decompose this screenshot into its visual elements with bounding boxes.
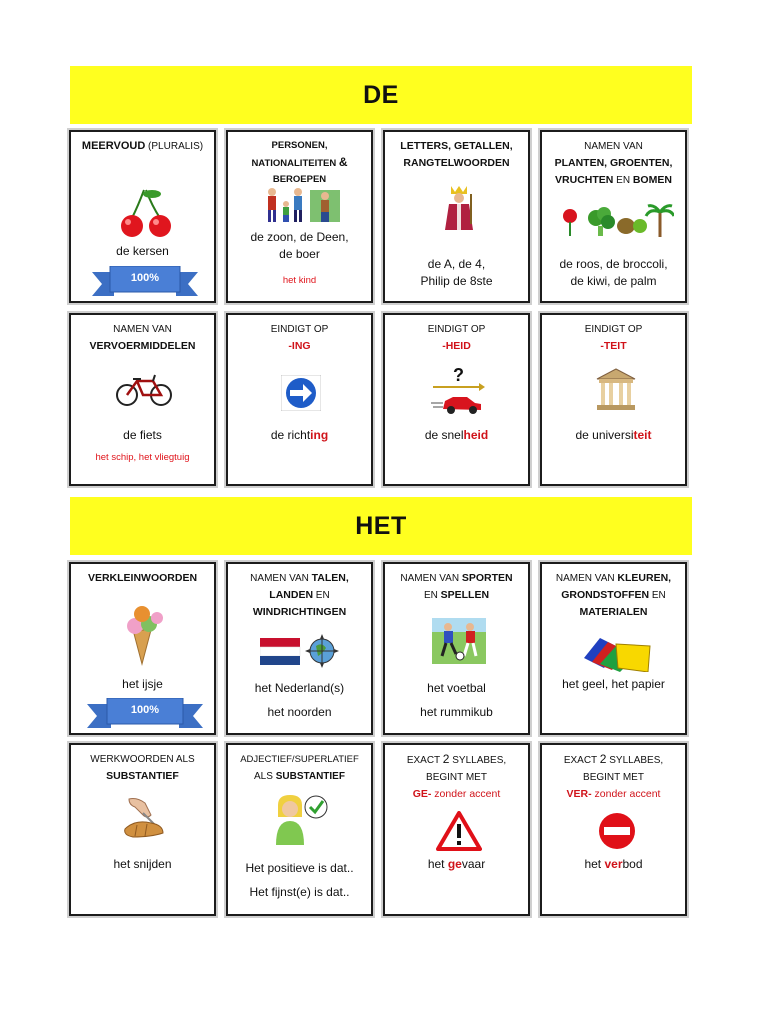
card-heading: BEROEPEN	[272, 174, 327, 185]
card-example: het Nederland(s)	[254, 681, 345, 695]
de-card-vervoer	[69, 313, 216, 486]
de-card-meervoud	[69, 130, 216, 303]
het-banner	[70, 497, 692, 555]
card-heading: TALEN,	[311, 572, 349, 584]
no-entry-sign-icon	[597, 811, 637, 851]
het-card-kleuren	[540, 562, 687, 735]
ice-cream-icon	[121, 602, 169, 666]
card-example: het	[427, 857, 448, 871]
card-heading: RANGTELWOORDEN	[403, 157, 510, 169]
card-heading: VRUCHTEN	[555, 174, 614, 186]
card-example: de snel	[424, 428, 464, 442]
card-example: de kiwi, de palm	[570, 274, 657, 288]
card-heading: EN	[649, 590, 666, 601]
card-heading: BEGINT MET	[426, 772, 487, 783]
card-example: het noorden	[267, 705, 332, 719]
card-heading-note: zonder accent	[431, 788, 501, 800]
card-example-highlight: teit	[633, 428, 652, 442]
card-example-highlight: ver	[604, 857, 623, 871]
direction-arrow-icon	[281, 375, 321, 411]
card-heading-prefix: VER-	[566, 788, 592, 800]
card-heading: PLANTEN, GROENTEN,	[554, 157, 673, 169]
card-heading: PERSONEN,	[271, 140, 328, 151]
card-heading: KLEUREN,	[617, 572, 672, 584]
card-example: het ijsje	[122, 677, 163, 691]
de-card-teit	[540, 313, 687, 486]
card-heading: 2	[442, 752, 450, 766]
card-heading-prefix: GE-	[412, 788, 432, 800]
card-heading: GRONDSTOFFEN	[561, 589, 650, 601]
het-title: HET	[355, 511, 407, 540]
card-heading: SPORTEN	[461, 572, 513, 584]
het-card-werkwoorden	[69, 743, 216, 916]
card-example: de kersen	[116, 244, 169, 258]
de-card-heid	[383, 313, 530, 486]
cutting-bread-icon	[121, 795, 167, 839]
people-icon	[264, 186, 344, 224]
card-example: het geel, het papier	[562, 677, 665, 691]
king-icon	[441, 184, 477, 232]
card-exception-note: het schip, het vliegtuig	[95, 452, 190, 463]
card-heading-suffix: -ING	[288, 340, 311, 352]
card-example: vaar	[461, 857, 486, 871]
card-heading: EINDIGT OP	[270, 324, 329, 335]
card-heading: SYLLABES,	[449, 755, 507, 766]
card-heading: ADJECTIEF/SUPERLATIEF	[240, 754, 359, 765]
card-example-highlight: heid	[463, 428, 489, 442]
university-icon	[595, 367, 637, 411]
person-checkmark-icon	[272, 795, 330, 845]
het-card-talen	[226, 562, 373, 735]
card-example: het voetbal	[427, 681, 486, 695]
percent-badge: 100%	[130, 272, 160, 284]
het-card-ver	[540, 743, 687, 916]
football-icon	[432, 618, 486, 664]
het-card-ge	[383, 743, 530, 916]
bicycle-icon	[115, 373, 173, 407]
card-heading: BOMEN	[632, 174, 672, 186]
card-example: Het fijnst(e) is dat..	[249, 885, 350, 899]
card-heading: MEERVOUD	[81, 140, 146, 152]
card-heading: BEGINT MET	[583, 772, 644, 783]
card-example: de fiets	[123, 428, 162, 442]
de-banner	[70, 66, 692, 124]
de-card-planten	[540, 130, 687, 303]
speed-car-icon	[431, 365, 487, 415]
het-card-verkleinwoorden	[69, 562, 216, 735]
card-example: het rummikub	[420, 705, 493, 719]
percent-badge: 100%	[130, 704, 160, 716]
card-heading: LETTERS, GETALLEN,	[400, 140, 513, 152]
card-heading: ALS	[254, 771, 276, 782]
card-example: de richt	[270, 428, 311, 442]
card-heading: WINDRICHTINGEN	[252, 606, 347, 618]
flag-compass-icon	[260, 634, 344, 668]
card-example: de roos, de broccoli,	[559, 257, 668, 271]
card-heading-note: zonder accent	[591, 788, 661, 800]
card-heading: EXACT	[406, 755, 443, 766]
card-heading: EINDIGT OP	[584, 324, 643, 335]
de-title: DE	[363, 80, 399, 109]
card-example: het snijden	[113, 857, 172, 871]
de-card-personen	[226, 130, 373, 303]
card-example: de A, de 4,	[427, 257, 486, 271]
card-heading: EN	[423, 590, 441, 601]
card-heading: NATIONALITEITEN	[251, 158, 337, 169]
card-heading: SPELLEN	[440, 589, 490, 601]
card-example: bod	[622, 857, 643, 871]
card-heading: WERKWOORDEN ALS	[90, 754, 195, 765]
plants-icon	[556, 204, 674, 238]
warning-sign-icon	[436, 811, 482, 851]
card-heading: LANDEN	[269, 589, 314, 601]
card-example: Het positieve is dat..	[245, 861, 354, 875]
card-heading: SUBSTANTIEF	[275, 771, 345, 782]
card-heading: MATERIALEN	[579, 606, 648, 618]
card-heading: EN	[313, 590, 330, 601]
het-card-sporten	[383, 562, 530, 735]
card-example: de boer	[279, 247, 320, 261]
card-example: Philip de 8ste	[420, 274, 493, 288]
card-heading: NAMEN VAN	[400, 573, 462, 584]
card-heading-sub: (PLURALIS)	[145, 141, 204, 152]
card-heading-suffix: -TEIT	[600, 340, 627, 352]
card-example: de zoon, de Deen,	[250, 230, 349, 244]
card-heading: EXACT	[563, 755, 600, 766]
card-heading: NAMEN VAN	[113, 324, 172, 335]
card-heading: NAMEN VAN	[584, 141, 643, 152]
card-heading: NAMEN VAN	[250, 573, 312, 584]
svg-text:?: ?	[453, 365, 464, 385]
card-heading: EN	[613, 175, 633, 186]
cherries-icon	[116, 184, 180, 240]
het-card-adjectief	[226, 743, 373, 916]
colored-papers-icon	[580, 632, 652, 672]
card-heading: 2	[599, 752, 607, 766]
card-heading: NAMEN VAN	[555, 573, 618, 584]
card-heading: &	[338, 155, 348, 169]
de-card-letters	[383, 130, 530, 303]
card-exception-note: het kind	[282, 275, 317, 286]
card-heading: SUBSTANTIEF	[106, 770, 179, 782]
card-heading: VERVOERMIDDELEN	[89, 340, 196, 352]
card-heading: SYLLABES,	[606, 755, 664, 766]
card-example: het	[584, 857, 605, 871]
card-example-highlight: ge	[447, 857, 462, 871]
card-heading: EINDIGT OP	[427, 324, 486, 335]
card-heading-suffix: -HEID	[442, 340, 471, 352]
card-example: de universi	[575, 428, 634, 442]
de-card-ing	[226, 313, 373, 486]
card-heading: VERKLEINWOORDEN	[87, 572, 198, 584]
card-example-highlight: ing	[310, 428, 329, 442]
